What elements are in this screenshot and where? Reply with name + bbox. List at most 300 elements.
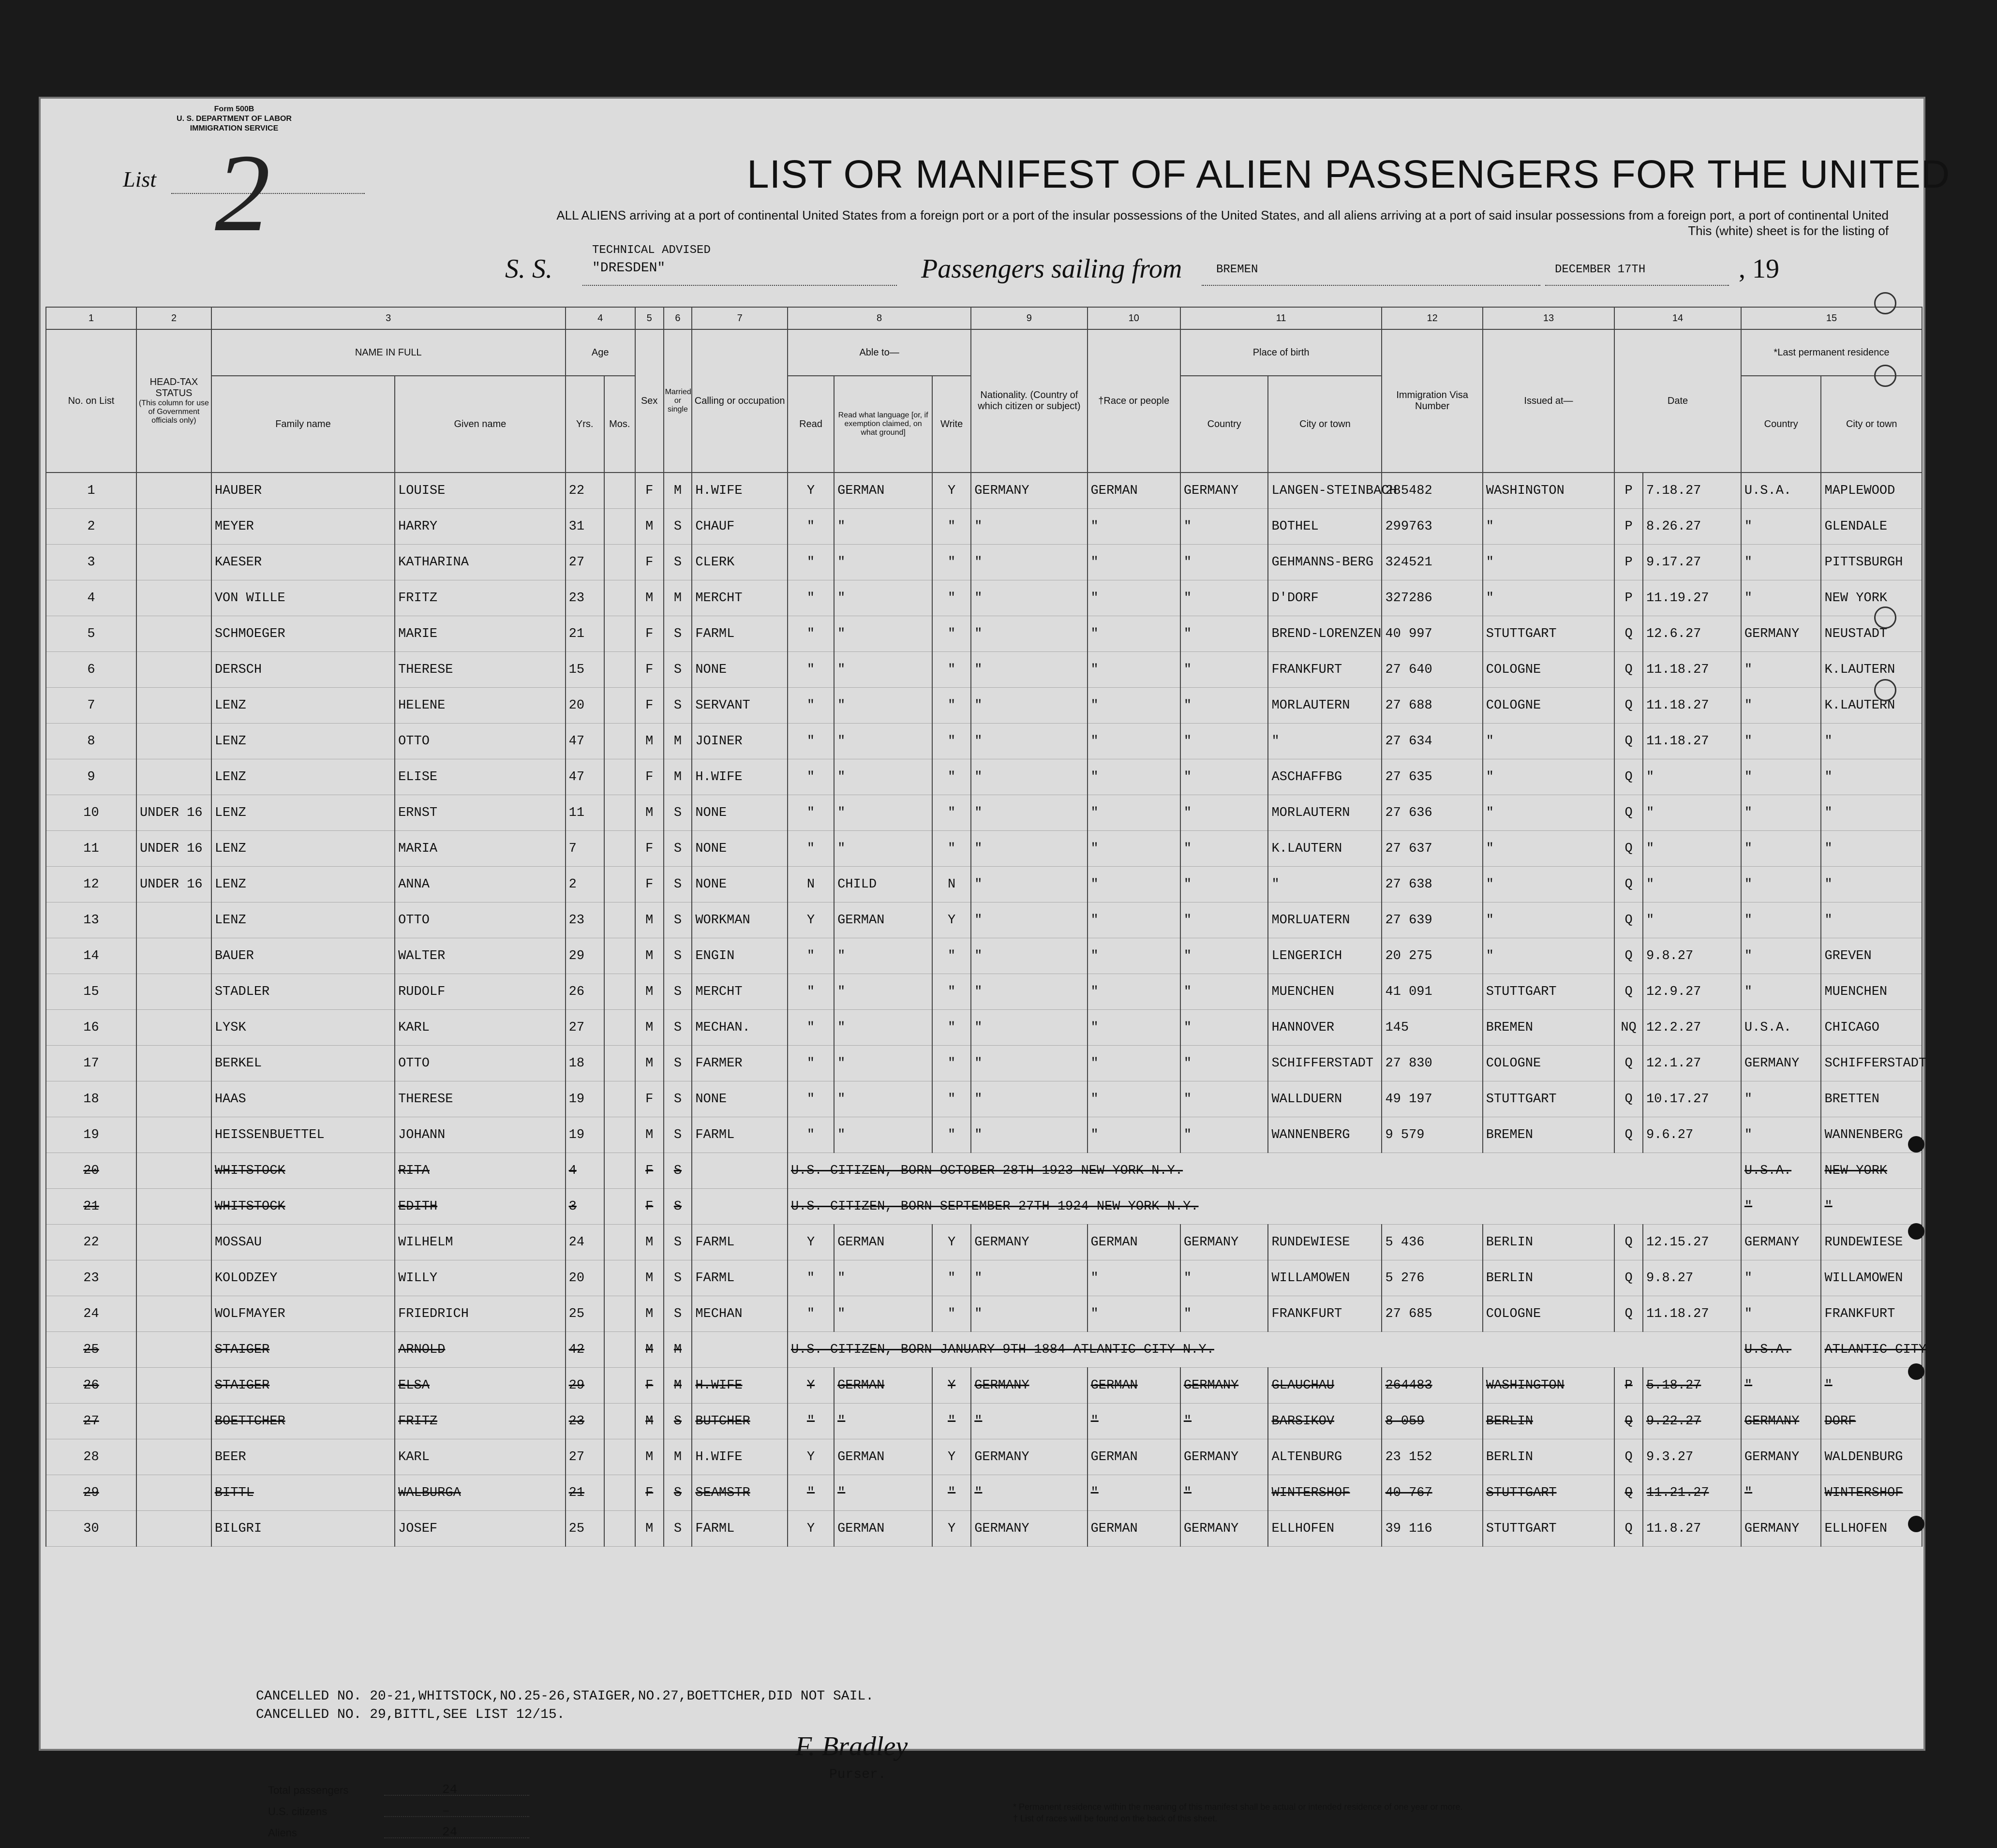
cell-race: ": [1088, 1081, 1180, 1117]
cell-read-language: GERMAN: [834, 902, 932, 938]
cancellation-line-2: CANCELLED NO. 29,BITTL,SEE LIST 12/15.: [256, 1707, 565, 1722]
cell-family-name: LENZ: [211, 688, 395, 724]
cell-occupation: MERCHT: [692, 974, 788, 1010]
cell-sex: F: [635, 759, 664, 795]
cell-issued-at: ": [1483, 902, 1614, 938]
cell-can-read: Y: [788, 1225, 834, 1260]
cell-family-name: BILGRI: [211, 1511, 395, 1547]
cell-family-name: BITTL: [211, 1475, 395, 1511]
header-head-tax: [136, 329, 211, 473]
header-able-to: Able to—: [788, 329, 971, 376]
cell-head-tax-status: [136, 580, 211, 616]
col-num-15: 15: [1741, 307, 1922, 329]
binder-ring: [1874, 292, 1896, 314]
table-row: [46, 1260, 1922, 1296]
cell-race: GERMAN: [1088, 1368, 1180, 1404]
cell-residence-country: GERMANY: [1741, 1439, 1821, 1475]
cell-marital-status: S: [664, 867, 692, 902]
sailing-date: DECEMBER 17TH: [1555, 263, 1646, 276]
cell-sex: F: [635, 473, 664, 509]
cell-visa-date: 11.18.27: [1643, 724, 1741, 759]
cell-sex: F: [635, 688, 664, 724]
cell-visa-date: 11.21.27: [1643, 1475, 1741, 1511]
cell-age-years: 18: [566, 1046, 604, 1081]
cell-visa-class: Q: [1614, 616, 1643, 652]
form-number: Form 500B: [214, 105, 254, 113]
cell-nationality: ": [971, 867, 1087, 902]
sailing-date-line: [1545, 285, 1729, 286]
cell-residence-city: ": [1821, 902, 1922, 938]
binder-ring: [1874, 606, 1896, 629]
cell-residence-city: ": [1821, 1368, 1922, 1404]
cell-birth-country: ": [1180, 1081, 1268, 1117]
cell-nationality: ": [971, 652, 1087, 688]
cell-visa-class: Q: [1614, 867, 1643, 902]
cell-visa-class: Q: [1614, 1439, 1643, 1475]
cell-sex: F: [635, 1153, 664, 1189]
cell-issued-at: BREMEN: [1483, 1010, 1614, 1046]
cell-given-name: OTTO: [395, 724, 566, 759]
cell-occupation: BUTCHER: [692, 1404, 788, 1439]
cell-sex: F: [635, 1189, 664, 1225]
cell-family-name: BAUER: [211, 938, 395, 974]
cell-occupation: H.WIFE: [692, 759, 788, 795]
total-citizens: [268, 1804, 450, 1827]
cell-marital-status: S: [664, 938, 692, 974]
footnote-residence: * Permanent residence within the meaning of this manifest shall be actual or intended residence of one year or more.: [1013, 1802, 1463, 1812]
cell-can-read: ": [788, 831, 834, 867]
cell-age-months: [604, 1511, 635, 1547]
cell-head-tax-status: UNDER 16: [136, 795, 211, 831]
cell-nationality: ": [971, 688, 1087, 724]
cell-visa-date: ": [1643, 867, 1741, 902]
cell-residence-country: ": [1741, 724, 1821, 759]
cell-head-tax-status: [136, 974, 211, 1010]
cell-birth-country: ": [1180, 1296, 1268, 1332]
cell-race: ": [1088, 759, 1180, 795]
header-married: Married or single: [664, 329, 692, 473]
table-row: [46, 759, 1922, 795]
cell-can-write: Y: [932, 1368, 971, 1404]
cell-birth-country: GERMANY: [1180, 473, 1268, 509]
cell-given-name: KATHARINA: [395, 545, 566, 580]
cell-nationality: ": [971, 759, 1087, 795]
cell-visa-date: 11.18.27: [1643, 688, 1741, 724]
cell-birth-country: ": [1180, 1117, 1268, 1153]
cell-family-name: HAAS: [211, 1081, 395, 1117]
cell-nationality: ": [971, 1404, 1087, 1439]
cell-can-read: ": [788, 1117, 834, 1153]
cell-visa-number: 145: [1382, 1010, 1482, 1046]
cell-issued-at: BREMEN: [1483, 1117, 1614, 1153]
cell-age-years: 26: [566, 974, 604, 1010]
cell-given-name: ARNOLD: [395, 1332, 566, 1368]
header-res-city: City or town: [1821, 376, 1922, 473]
cell-sex: M: [635, 1296, 664, 1332]
cell-family-name: LENZ: [211, 902, 395, 938]
cell-read-language: GERMAN: [834, 1511, 932, 1547]
cell-issued-at: COLOGNE: [1483, 1046, 1614, 1081]
cell-visa-number: 49 197: [1382, 1081, 1482, 1117]
cell-age-years: 24: [566, 1225, 604, 1260]
cell-can-read: Y: [788, 1439, 834, 1475]
cell-can-write: Y: [932, 1225, 971, 1260]
cell-given-name: WALTER: [395, 938, 566, 974]
table-row: [46, 1081, 1922, 1117]
cell-issued-at: STUTTGART: [1483, 1475, 1614, 1511]
cell-nationality: GERMANY: [971, 1225, 1087, 1260]
cell-given-name: ERNST: [395, 795, 566, 831]
cell-nationality: ": [971, 545, 1087, 580]
cell-can-write: ": [932, 580, 971, 616]
cell-family-name: LENZ: [211, 724, 395, 759]
cell-sex: M: [635, 1260, 664, 1296]
cell-occupation: FARML: [692, 616, 788, 652]
cell-marital-status: S: [664, 1010, 692, 1046]
cell-occupation: H.WIFE: [692, 1368, 788, 1404]
cell-age-months: [604, 1189, 635, 1225]
table-row: [46, 1404, 1922, 1439]
header-mos: Mos.: [604, 376, 635, 473]
table-row: [46, 831, 1922, 867]
list-number: 2: [215, 131, 270, 254]
cell-visa-date: 11.8.27: [1643, 1511, 1741, 1547]
cancellation-line-1: CANCELLED NO. 20-21,WHITSTOCK,NO.25-26,STAIGER,NO.27,BOETTCHER,DID NOT SAIL.: [256, 1689, 874, 1704]
cell-visa-number: 327286: [1382, 580, 1482, 616]
cell-read-language: U.S. CITIZEN, BORN SEPTEMBER 27TH 1924 NEW YORK N.Y.: [788, 1189, 1741, 1225]
cell-head-tax-status: [136, 509, 211, 545]
cell-can-write: ": [932, 652, 971, 688]
cell-race: ": [1088, 1404, 1180, 1439]
cell-race: ": [1088, 974, 1180, 1010]
cell-visa-number: 27 640: [1382, 652, 1482, 688]
cell-occupation: NONE: [692, 652, 788, 688]
cell-visa-number: 9 579: [1382, 1117, 1482, 1153]
table-row: [46, 1153, 1922, 1189]
cell-age-years: 27: [566, 545, 604, 580]
cell-age-years: 27: [566, 1439, 604, 1475]
cell-birth-city: D'DORF: [1268, 580, 1382, 616]
cell-race: ": [1088, 724, 1180, 759]
cell-head-tax-status: [136, 1117, 211, 1153]
manifest-table: [45, 307, 1927, 1547]
cell-age-years: 29: [566, 938, 604, 974]
cell-birth-city: HANNOVER: [1268, 1010, 1382, 1046]
table-row: [46, 616, 1922, 652]
cell-residence-country: ": [1741, 545, 1821, 580]
cell-residence-country: ": [1741, 902, 1821, 938]
cell-occupation: H.WIFE: [692, 473, 788, 509]
cell-row-number: 26: [46, 1368, 136, 1404]
cell-occupation: FARML: [692, 1511, 788, 1547]
cell-row-number: 18: [46, 1081, 136, 1117]
cell-age-years: 2: [566, 867, 604, 902]
cell-visa-number: 27 635: [1382, 759, 1482, 795]
cell-issued-at: ": [1483, 759, 1614, 795]
cell-age-months: [604, 1475, 635, 1511]
cell-visa-number: 27 638: [1382, 867, 1482, 902]
cell-age-months: [604, 1404, 635, 1439]
table-row: [46, 1439, 1922, 1475]
header-nationality: Nationality. (Country of which citizen or subject): [971, 329, 1087, 473]
cell-occupation: MECHAN.: [692, 1010, 788, 1046]
cell-read-language: ": [834, 688, 932, 724]
cell-residence-country: ": [1741, 831, 1821, 867]
cell-age-months: [604, 867, 635, 902]
cell-visa-number: 8 059: [1382, 1404, 1482, 1439]
header-head-tax-title: HEAD-TAX STATUS: [149, 377, 198, 399]
header-write: Write: [932, 376, 971, 473]
table-row: [46, 688, 1922, 724]
cell-read-language: ": [834, 616, 932, 652]
cell-sex: M: [635, 974, 664, 1010]
cell-residence-city: SCHIFFERSTADT: [1821, 1046, 1922, 1081]
cell-issued-at: ": [1483, 938, 1614, 974]
cell-marital-status: S: [664, 974, 692, 1010]
cell-read-language: ": [834, 1260, 932, 1296]
cell-age-months: [604, 473, 635, 509]
cell-residence-country: U.S.A.: [1741, 473, 1821, 509]
cell-residence-country: ": [1741, 1189, 1821, 1225]
cell-sex: F: [635, 545, 664, 580]
cell-read-language: ": [834, 1475, 932, 1511]
cell-occupation: CLERK: [692, 545, 788, 580]
cell-read-language: U.S. CITIZEN, BORN JANUARY 9TH 1884 ATLANTIC CITY N.Y.: [788, 1332, 1741, 1368]
cell-nationality: ": [971, 938, 1087, 974]
cell-marital-status: M: [664, 473, 692, 509]
cell-issued-at: STUTTGART: [1483, 1511, 1614, 1547]
cell-visa-number: 5 436: [1382, 1225, 1482, 1260]
cell-visa-date: 9.8.27: [1643, 1260, 1741, 1296]
cell-visa-class: Q: [1614, 1296, 1643, 1332]
cell-row-number: 21: [46, 1189, 136, 1225]
cancellation-notes: [256, 1687, 874, 1724]
cell-visa-date: 7.18.27: [1643, 473, 1741, 509]
cell-sex: M: [635, 580, 664, 616]
cell-age-months: [604, 1153, 635, 1189]
cell-read-language: ": [834, 545, 932, 580]
cell-birth-country: ": [1180, 1010, 1268, 1046]
cell-residence-country: GERMANY: [1741, 616, 1821, 652]
cell-residence-country: ": [1741, 1081, 1821, 1117]
binder-ring: [1874, 365, 1896, 387]
total-aliens-label: Aliens: [268, 1827, 297, 1839]
cell-can-write: ": [932, 688, 971, 724]
cell-occupation: SEAMSTR: [692, 1475, 788, 1511]
cell-marital-status: S: [664, 1189, 692, 1225]
cell-birth-country: ": [1180, 688, 1268, 724]
department-name: U. S. DEPARTMENT OF LABOR: [177, 115, 292, 123]
cell-family-name: SCHMOEGER: [211, 616, 395, 652]
header-head-tax-note: (This column for use of Government officials only): [138, 399, 209, 425]
cell-residence-country: GERMANY: [1741, 1225, 1821, 1260]
cell-marital-status: S: [664, 1225, 692, 1260]
cell-issued-at: COLOGNE: [1483, 1296, 1614, 1332]
cell-age-years: 20: [566, 688, 604, 724]
cell-race: ": [1088, 1117, 1180, 1153]
cell-row-number: 23: [46, 1260, 136, 1296]
cell-age-years: 25: [566, 1296, 604, 1332]
cell-birth-country: ": [1180, 867, 1268, 902]
cell-issued-at: BERLIN: [1483, 1225, 1614, 1260]
cell-age-years: 23: [566, 902, 604, 938]
cell-visa-class: P: [1614, 580, 1643, 616]
cell-visa-date: ": [1643, 759, 1741, 795]
col-num-1: 1: [46, 307, 136, 329]
table-row: [46, 1046, 1922, 1081]
footnotes: [1013, 1801, 1463, 1824]
cell-read-language: ": [834, 1081, 932, 1117]
table-row: [46, 1296, 1922, 1332]
cell-can-write: ": [932, 795, 971, 831]
cell-issued-at: ": [1483, 545, 1614, 580]
cell-issued-at: BERLIN: [1483, 1404, 1614, 1439]
cell-birth-city: ALTENBURG: [1268, 1439, 1382, 1475]
cell-sex: M: [635, 938, 664, 974]
cell-age-years: 21: [566, 1475, 604, 1511]
year-label: , 19: [1739, 254, 1779, 284]
cell-birth-country: ": [1180, 545, 1268, 580]
cell-visa-number: 285482: [1382, 473, 1482, 509]
cell-birth-country: ": [1180, 580, 1268, 616]
ship-label: S. S.: [505, 254, 552, 284]
table-row: [46, 902, 1922, 938]
cell-visa-number: 39 116: [1382, 1511, 1482, 1547]
cell-visa-number: 41 091: [1382, 974, 1482, 1010]
cell-given-name: JOHANN: [395, 1117, 566, 1153]
cell-visa-date: 10.17.27: [1643, 1081, 1741, 1117]
cell-age-months: [604, 688, 635, 724]
cell-read-language: GERMAN: [834, 1439, 932, 1475]
cell-visa-class: Q: [1614, 724, 1643, 759]
cell-race: ": [1088, 1046, 1180, 1081]
cell-issued-at: WASHINGTON: [1483, 1368, 1614, 1404]
cell-nationality: ": [971, 795, 1087, 831]
cell-residence-city: CHICAGO: [1821, 1010, 1922, 1046]
cell-visa-date: 9.17.27: [1643, 545, 1741, 580]
cell-residence-country: ": [1741, 652, 1821, 688]
col-num-12: 12: [1382, 307, 1482, 329]
cell-residence-city: MUENCHEN: [1821, 974, 1922, 1010]
cell-marital-status: S: [664, 545, 692, 580]
cell-visa-class: Q: [1614, 831, 1643, 867]
col-num-10: 10: [1088, 307, 1180, 329]
cell-residence-city: ": [1821, 1189, 1922, 1225]
cell-marital-status: S: [664, 831, 692, 867]
footnote-races: † List of races will be found on the back of this sheet.: [1013, 1814, 1218, 1823]
cell-occupation: WORKMAN: [692, 902, 788, 938]
cell-marital-status: S: [664, 1475, 692, 1511]
cell-row-number: 3: [46, 545, 136, 580]
cell-head-tax-status: [136, 1189, 211, 1225]
cell-visa-date: 12.6.27: [1643, 616, 1741, 652]
cell-visa-class: Q: [1614, 1260, 1643, 1296]
cell-age-months: [604, 1081, 635, 1117]
cell-occupation: CHAUF: [692, 509, 788, 545]
cell-age-years: 47: [566, 724, 604, 759]
cell-head-tax-status: [136, 759, 211, 795]
cell-birth-city: BARSIKOV: [1268, 1404, 1382, 1439]
cell-age-months: [604, 545, 635, 580]
cell-issued-at: ": [1483, 724, 1614, 759]
cell-family-name: MOSSAU: [211, 1225, 395, 1260]
cell-row-number: 29: [46, 1475, 136, 1511]
cell-age-months: [604, 938, 635, 974]
cell-head-tax-status: [136, 938, 211, 974]
table-row: [46, 724, 1922, 759]
cell-age-months: [604, 724, 635, 759]
cell-age-years: 21: [566, 616, 604, 652]
cell-birth-city: MORLAUTERN: [1268, 688, 1382, 724]
cell-row-number: 7: [46, 688, 136, 724]
cell-race: GERMAN: [1088, 1439, 1180, 1475]
cell-age-months: [604, 831, 635, 867]
cell-head-tax-status: [136, 902, 211, 938]
cell-residence-city: ": [1821, 724, 1922, 759]
cell-birth-city: WANNENBERG: [1268, 1117, 1382, 1153]
cell-sex: M: [635, 795, 664, 831]
cell-marital-status: M: [664, 1368, 692, 1404]
table-row: [46, 1332, 1922, 1368]
cell-visa-number: 27 636: [1382, 795, 1482, 831]
table-row: [46, 867, 1922, 902]
cell-head-tax-status: [136, 1296, 211, 1332]
cell-row-number: 10: [46, 795, 136, 831]
cell-family-name: WHITSTOCK: [211, 1189, 395, 1225]
cell-visa-number: 27 637: [1382, 831, 1482, 867]
cell-visa-date: ": [1643, 795, 1741, 831]
col-num-13: 13: [1483, 307, 1614, 329]
header-row-top: [46, 329, 1922, 376]
cell-family-name: STAIGER: [211, 1368, 395, 1404]
cell-can-write: ": [932, 509, 971, 545]
totals-block: [268, 1782, 458, 1848]
cell-occupation: MECHAN: [692, 1296, 788, 1332]
col-num-6: 6: [664, 307, 692, 329]
cell-birth-city: WALLDUERN: [1268, 1081, 1382, 1117]
table-row: [46, 1189, 1922, 1225]
cell-nationality: ": [971, 509, 1087, 545]
binder-ring: [1874, 679, 1896, 701]
cell-visa-date: ": [1643, 902, 1741, 938]
cell-birth-city: MORLUATERN: [1268, 902, 1382, 938]
cell-given-name: JOSEF: [395, 1511, 566, 1547]
cell-age-months: [604, 509, 635, 545]
cell-family-name: WOLFMAYER: [211, 1296, 395, 1332]
cell-can-read: ": [788, 509, 834, 545]
cell-occupation: ENGIN: [692, 938, 788, 974]
total-passengers-value: 24: [442, 1782, 458, 1797]
cell-residence-city: NEW YORK: [1821, 580, 1922, 616]
cell-given-name: RITA: [395, 1153, 566, 1189]
cell-head-tax-status: [136, 1260, 211, 1296]
cell-read-language: CHILD: [834, 867, 932, 902]
cell-visa-class: P: [1614, 545, 1643, 580]
cell-residence-country: ": [1741, 1296, 1821, 1332]
col-num-4: 4: [566, 307, 635, 329]
cell-visa-date: 9.22.27: [1643, 1404, 1741, 1439]
cell-head-tax-status: [136, 1475, 211, 1511]
cell-birth-country: ": [1180, 831, 1268, 867]
cell-race: ": [1088, 795, 1180, 831]
cell-occupation: [692, 1153, 788, 1189]
intro-line-1: ALL ALIENS arriving at a port of continental United States from a foreign port or a port of the insular possessions of the United States, and all aliens arriving at a port of said insular possessions from a foreign port, a port of continental United: [556, 208, 1889, 222]
cell-birth-city: WINTERSHOF: [1268, 1475, 1382, 1511]
cell-residence-country: GERMANY: [1741, 1511, 1821, 1547]
cell-given-name: RUDOLF: [395, 974, 566, 1010]
cell-visa-class: P: [1614, 473, 1643, 509]
cell-age-years: 47: [566, 759, 604, 795]
